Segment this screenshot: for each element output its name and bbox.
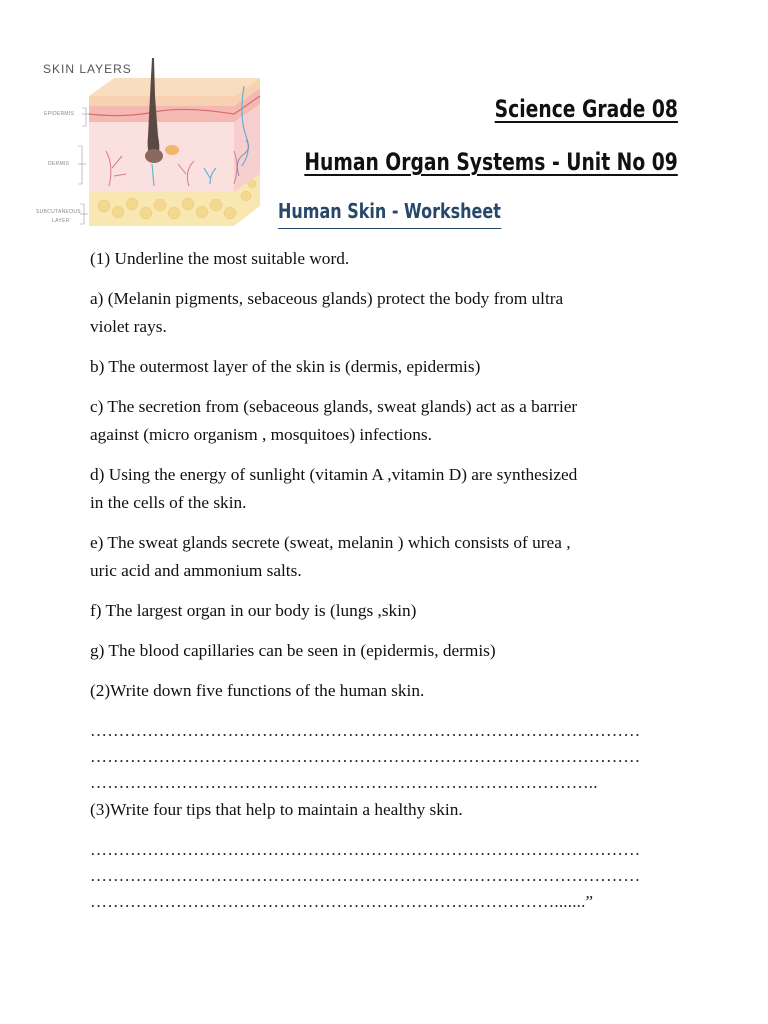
answer-area-3[interactable] (90, 837, 690, 915)
question-item-d (90, 461, 690, 517)
question-2-heading: (2)Write down five functions of the human skin. (90, 681, 425, 700)
answer-area-2[interactable] (90, 718, 690, 796)
question-item-b (90, 353, 690, 381)
question-item-text: c) The secretion from (sebaceous glands, sweat glands) act as a barrier (90, 397, 578, 416)
question-item-g (90, 637, 690, 665)
worksheet-content (90, 245, 690, 915)
dermis-label: DERMIS (48, 161, 70, 167)
question-item-text: violet rays. (90, 317, 167, 336)
question-item-f (90, 597, 690, 625)
answer-line: …………………………………………………………………………………… (90, 721, 641, 740)
question-item-text: b) The outermost layer of the skin is (dermis, epidermis) (90, 357, 481, 376)
skin-cross-section-diagram (34, 56, 266, 232)
epidermis-label: EPIDERMIS (44, 111, 75, 117)
question-item-text: in the cells of the skin. (90, 493, 247, 512)
skin-layers-illustration (34, 56, 266, 232)
subcutaneous-label: SUBCUTANEOUS (36, 209, 81, 215)
grade-heading: Science Grade 08 (494, 95, 678, 123)
question-1-heading: (1) Underline the most suitable word. (90, 249, 350, 268)
worksheet-title: Human Skin - Worksheet (278, 199, 501, 229)
question-item-a (90, 285, 690, 341)
question-3-heading: (3)Write four tips that help to maintain a healthy skin. (90, 800, 463, 819)
question-item-text: uric acid and ammonium salts. (90, 561, 302, 580)
answer-line: …………………………………………………………………………………… (90, 866, 641, 885)
answer-line: ……………………………………………………………………….......” (90, 892, 594, 911)
question-item-text: a) (Melanin pigments, sebaceous glands) protect the body from ultra (90, 289, 564, 308)
question-item-text: d) Using the energy of sunlight (vitamin A ,vitamin D) are synthesized (90, 465, 578, 484)
question-item-c (90, 393, 690, 449)
answer-line: …………………………………………………………………………………… (90, 840, 641, 859)
unit-heading: Human Organ Systems - Unit No 09 (304, 148, 678, 176)
answer-line: …………………………………………………………………………………… (90, 747, 641, 766)
illustration-title: SKIN LAYERS (43, 62, 132, 76)
question-item-text: e) The sweat glands secrete (sweat, melanin ) which consists of urea , (90, 533, 571, 552)
question-item-text: g) The blood capillaries can be seen in (epidermis, dermis) (90, 641, 496, 660)
layer-label: LAYER (52, 218, 70, 224)
question-item-e (90, 529, 690, 585)
question-item-text: against (micro organism , mosquitoes) infections. (90, 425, 432, 444)
answer-line: …………………………………………………………………………….. (90, 773, 598, 792)
question-item-text: f) The largest organ in our body is (lungs ,skin) (90, 601, 417, 620)
